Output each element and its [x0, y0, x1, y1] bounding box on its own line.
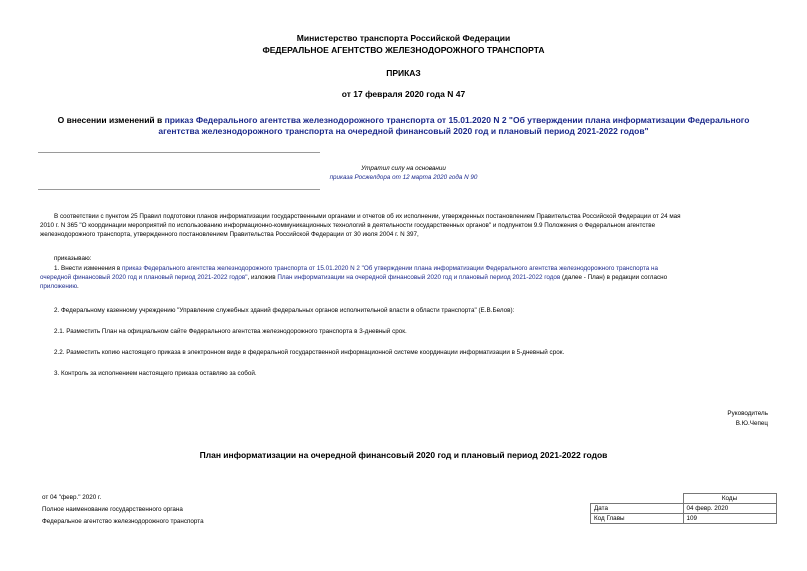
item-1-text-2: , изложив	[247, 274, 278, 281]
item-1-order-link[interactable]: приказ Федерального агентства железнодорожного транспорта от 15.01.2020 N 2 "Об утверждении плана информатизации Федерального агентства железнодорожного транспорта на	[121, 265, 658, 272]
order-word: приказываю:	[54, 255, 92, 262]
codes-header-row	[591, 494, 777, 504]
doc-date-number: от 17 февраля 2020 года N 47	[341, 89, 466, 99]
footer-org-name: Федеральное агентство железнодорожного транспорта	[42, 518, 204, 525]
codes-header: Коды	[683, 494, 776, 504]
item-1-text-4: .	[77, 283, 79, 290]
codes-date-row	[591, 504, 777, 514]
codes-table	[590, 493, 777, 524]
codes-chapter-label: Код Главы	[591, 514, 684, 524]
lapsed-notice: Утратил силу на основании	[361, 165, 446, 172]
item-1-line-2	[40, 273, 770, 282]
codes-chapter-row	[591, 514, 777, 524]
item-3: 3. Контроль за исполнением настоящего приказа оставляю за собой.	[54, 370, 257, 377]
item-2: 2. Федеральному казенному учреждению "Управление служебных зданий федеральных органов исполнительной власти в области транспорта" (Е.В.Белов):	[54, 307, 515, 314]
codes-date-value: 04 февр. 2020	[683, 504, 776, 514]
codes-empty-cell	[591, 494, 684, 504]
codes-chapter-value: 109	[683, 514, 776, 524]
title-order-link[interactable]: приказ Федерального агентства железнодорожного транспорта от 15.01.2020 N 2 "Об утверждении плана информатизации Федерального	[164, 115, 750, 125]
separator-line-bottom	[38, 189, 320, 190]
item-2-1: 2.1. Разместить План на официальном сайте Федерального агентства железнодорожного транспорта в 3-дневный срок.	[54, 328, 407, 335]
preamble-paragraph	[40, 212, 770, 239]
signature-name: В.Ю.Чепец	[735, 420, 768, 427]
agency-name: ФЕДЕРАЛЬНОЕ АГЕНТСТВО ЖЕЛЕЗНОДОРОЖНОГО ТРАНСПОРТА	[262, 45, 545, 55]
doc-type: ПРИКАЗ	[386, 68, 421, 78]
item-1-line-3	[40, 282, 770, 291]
item-1-text: 1. Внести изменения в	[54, 265, 122, 272]
item-1-order-link-cont[interactable]: очередной финансовый 2020 год и плановый период 2021-2022 годов"	[40, 274, 248, 281]
item-1	[40, 264, 770, 291]
preamble-line-1: В соответствии с пунктом 25 Правил подготовки планов информатизации государственными органами и отчетов об их исполнении, утвержденных постановлением Правительства Российской Федерации от 24 мая	[54, 213, 681, 220]
footer-date: от 04 "февр." 2020 г.	[42, 494, 102, 501]
item-1-text-3: (далее - План) в редакции согласно	[560, 274, 668, 281]
title-prefix: О внесении изменений в	[57, 115, 165, 125]
title-order-link-cont[interactable]: агентства железнодорожного транспорта на очередной финансовый 2020 год и плановый период 2021-2022 годов"	[158, 126, 649, 136]
plan-title: План информатизации на очередной финансовый 2020 год и плановый период 2021-2022 годов	[199, 450, 608, 460]
ministry-name: Министерство транспорта Российской Федерации	[296, 33, 511, 43]
signature-role: Руководитель	[727, 410, 768, 417]
preamble-line-2: 2010 г. N 365 "О координации мероприятий по использованию информационно-коммуникационных технологий в деятельности государственных органов" и подпунктом 9.9 Положения о Федеральном агентстве	[40, 222, 656, 229]
item-1-line-1	[40, 264, 770, 273]
item-1-appendix-link[interactable]: приложению	[40, 283, 78, 290]
lapsed-order-link[interactable]: приказа Росжелдора от 12 марта 2020 года N 90	[329, 174, 478, 181]
document-title	[0, 115, 807, 137]
item-2-2: 2.2. Разместить копию настоящего приказа в электронном виде в федеральной государственной информационной системе координации информатизации в 5-дневный срок.	[54, 349, 565, 356]
separator-line-top	[38, 152, 320, 153]
item-1-plan-link[interactable]: План информатизации на очередной финансовый 2020 год и плановый период 2021-2022 годов	[277, 274, 561, 281]
footer-org-label: Полное наименование государственного органа	[42, 506, 183, 513]
preamble-line-3: железнодорожного транспорта, утвержденного постановлением Правительства Российской Федерации от 30 июля 2004 г. N 397,	[40, 231, 419, 238]
codes-date-label: Дата	[591, 504, 684, 514]
